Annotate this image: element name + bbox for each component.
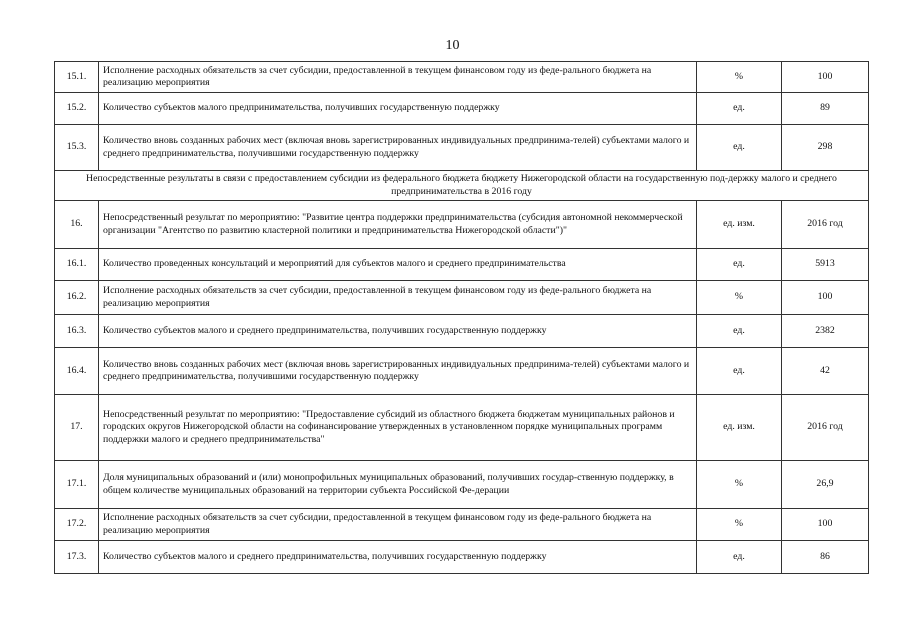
row-value: 89 [782, 93, 869, 125]
row-number: 17.1. [55, 461, 99, 509]
row-description: Исполнение расходных обязательств за счет субсидии, предоставленной в текущем финансовом году из феде-ральнoго бюджета на реализацию мероприятия [99, 62, 697, 93]
row-description: Исполнение расходных обязательств за счет субсидии, предоставленной в текущем финансовом году из феде-рального бюджета на реализацию мероприятия [99, 509, 697, 541]
table-row [55, 249, 869, 281]
row-unit: % [697, 62, 782, 93]
row-number: 16.4. [55, 348, 99, 395]
row-unit: ед. [697, 541, 782, 574]
row-unit: ед. изм. [697, 395, 782, 461]
section-title: Непосредственные результаты в связи с предоставлением субсидии из федерального бюджета бюджету Нижегородской области на государственную под-держку малого и среднего предпринимательства в 2016 году [55, 171, 869, 201]
table-row [55, 348, 869, 395]
row-number: 17.2. [55, 509, 99, 541]
table-row [55, 281, 869, 315]
section-header-row [55, 171, 869, 201]
row-number: 15.3. [55, 125, 99, 171]
row-value: 100 [782, 62, 869, 93]
table-row [55, 125, 869, 171]
row-value: 86 [782, 541, 869, 574]
row-description: Количество вновь созданных рабочих мест (включая вновь зарегистрированных индивидуальных предпринима-телей) субъектами малого и среднего предпринимательства, получившими государственную поддержку [99, 348, 697, 395]
row-number: 17.3. [55, 541, 99, 574]
row-unit: % [697, 461, 782, 509]
row-number: 15.1. [55, 62, 99, 93]
row-value: 298 [782, 125, 869, 171]
row-description: Количество субъектов малого и среднего предпринимательства, получивших государственную поддержку [99, 315, 697, 348]
row-value: 5913 [782, 249, 869, 281]
row-value: 2016 год [782, 201, 869, 249]
table-row [55, 93, 869, 125]
row-description: Количество проведенных консультаций и мероприятий для субъектов малого и среднего предпринимательства [99, 249, 697, 281]
row-description: Исполнение расходных обязательств за счет субсидии, предоставленной в текущем финансовом году из феде-рального бюджета на реализацию мероприятия [99, 281, 697, 315]
row-value: 42 [782, 348, 869, 395]
row-value: 2016 год [782, 395, 869, 461]
row-description: Непосредственный результат по мероприятию: "Развитие центра поддержки предпринимательства (субсидия автономной некоммерческой организации "Агентство по развитию кластерной политики и предпринимательства Нижегородской области")" [99, 201, 697, 249]
table-row [55, 315, 869, 348]
row-unit: ед. [697, 125, 782, 171]
row-number: 16.2. [55, 281, 99, 315]
table-row [55, 461, 869, 509]
row-unit: ед. [697, 315, 782, 348]
table-row [55, 395, 869, 461]
row-unit: ед. [697, 93, 782, 125]
row-description: Количество вновь созданных рабочих мест (включая вновь зарегистрированных индивидуальных предпринима-телей) субъектами малого и среднего предпринимательства, получившими государственную поддержку [99, 125, 697, 171]
row-description: Непосредственный результат по мероприятию: "Предоставление субсидий из областного бюджета бюджетам муниципальных районов и городских округов Нижегородской области на софинансирование утвержденных в установленном порядке муниципальных программ поддержки малого и среднего предпринимательства" [99, 395, 697, 461]
row-number: 16.1. [55, 249, 99, 281]
row-value: 2382 [782, 315, 869, 348]
row-description: Доля муниципальных образований и (или) монопрофильных муниципальных образований, получивших государ-ственную поддержку, в общем количестве муниципальных образований на территории субъекта Российской Фе-дерации [99, 461, 697, 509]
row-number: 16. [55, 201, 99, 249]
table-row [55, 62, 869, 93]
row-description: Количество субъектов малого предпринимательства, получивших государственную поддержку [99, 93, 697, 125]
row-unit: % [697, 509, 782, 541]
row-description: Количество субъектов малого и среднего предпринимательства, получивших государственную поддержку [99, 541, 697, 574]
row-number: 15.2. [55, 93, 99, 125]
row-value: 26,9 [782, 461, 869, 509]
row-number: 17. [55, 395, 99, 461]
row-value: 100 [782, 281, 869, 315]
table-row [55, 509, 869, 541]
row-unit: ед. [697, 249, 782, 281]
table-row [55, 201, 869, 249]
row-unit: ед. [697, 348, 782, 395]
row-unit: % [697, 281, 782, 315]
row-unit: ед. изм. [697, 201, 782, 249]
row-value: 100 [782, 509, 869, 541]
row-number: 16.3. [55, 315, 99, 348]
page-number: 10 [445, 38, 460, 53]
results-table [54, 61, 869, 574]
table-row [55, 541, 869, 574]
